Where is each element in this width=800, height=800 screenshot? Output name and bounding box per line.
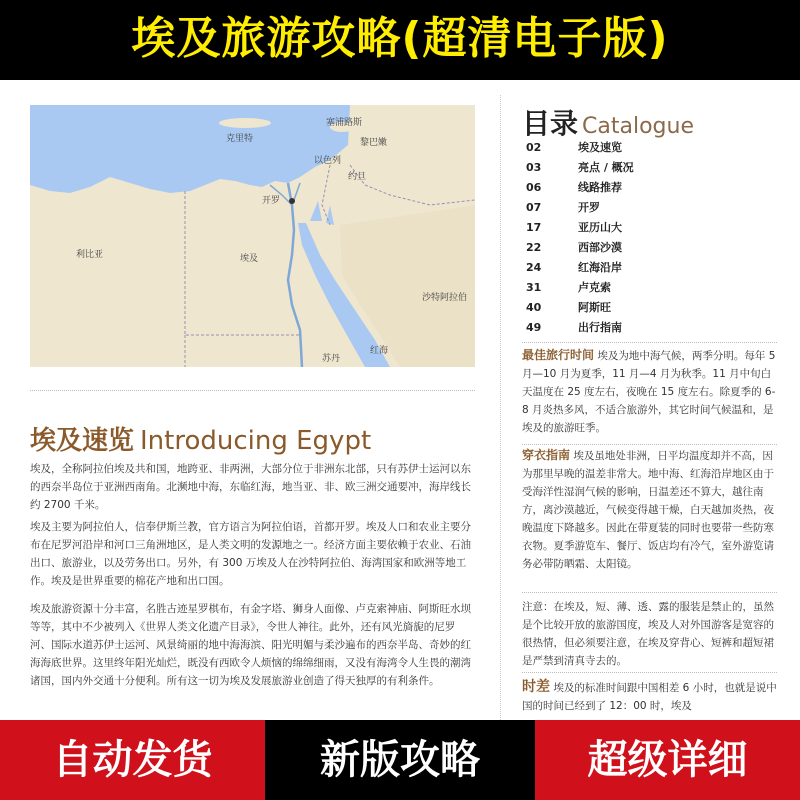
map-label-cyprus: 塞浦路斯 <box>326 118 363 128</box>
map-label-lebanon: 黎巴嫩 <box>360 138 388 148</box>
intro-paragraph-1: 埃及，全称阿拉伯埃及共和国，地跨亚、非两洲，大部分位于非洲东北部，只有苏伊士运河以东的西奈半岛位于亚洲西南角。北濒地中海，东临红海，地当亚、非、欧三洲交通要冲，海岸线长约 2700 千米。 <box>30 463 471 511</box>
map-label-crete: 克里特 <box>226 134 254 144</box>
toc-item[interactable] <box>526 258 776 278</box>
toc-item-label: 卢克索 <box>578 281 611 294</box>
toc-item[interactable] <box>526 198 776 218</box>
column-separator <box>500 95 501 720</box>
intro-paragraph-2: 埃及主要为阿拉伯人，信奉伊斯兰教，官方语言为阿拉伯语，首都开罗。埃及人口和农业主要分布在尼罗河沿岸和河口三角洲地区，是人类文明的发源地之一。经济方面主要依赖于农业、石油出口、旅游业，以及劳务出口。另外，有 300 万埃及人在沙特阿拉伯、海湾国家和欧洲等地工作。埃及是世界重要的棉花产地和出口国。 <box>30 521 471 587</box>
info-divider-2 <box>522 592 777 593</box>
toc-item-label: 红海沿岸 <box>578 261 622 274</box>
info-divider-3 <box>522 672 777 673</box>
toc-item[interactable] <box>526 138 776 158</box>
toc-page-number: 24 <box>526 261 542 274</box>
map-label-red-sea: 红海 <box>370 346 389 356</box>
intro-heading-en: Introducing Egypt <box>140 426 372 456</box>
toc-heading <box>522 102 694 142</box>
map-label-saudi: 沙特阿拉伯 <box>422 293 468 303</box>
dress-heading: 穿衣指南 <box>522 448 571 462</box>
map-label-israel: 以色列 <box>314 156 342 166</box>
toc-item-label: 亮点 / 概况 <box>578 161 634 174</box>
toc-page-number: 17 <box>526 221 542 234</box>
map-label-egypt: 埃及 <box>240 254 259 264</box>
toc-page-number: 31 <box>526 281 542 294</box>
toc-page-number: 03 <box>526 161 542 174</box>
toc-page-number: 02 <box>526 141 542 154</box>
bottom-banner <box>0 720 800 800</box>
map-label-sudan: 苏丹 <box>322 354 341 364</box>
map-graphic <box>30 105 475 367</box>
time-heading: 时差 <box>522 679 550 695</box>
map-label-jordan: 约旦 <box>348 172 367 182</box>
toc-item[interactable] <box>526 178 776 198</box>
toc-item-label: 出行指南 <box>578 321 622 334</box>
toc-heading-en: Catalogue <box>582 114 694 139</box>
egypt-map <box>30 105 475 367</box>
best-time-block <box>522 346 777 437</box>
toc-page-number: 40 <box>526 301 542 314</box>
map-label-libya: 利比亚 <box>76 250 104 260</box>
toc-page-number: 06 <box>526 181 542 194</box>
toc-divider <box>522 342 777 343</box>
toc-heading-zh: 目录 <box>522 107 579 140</box>
toc-item-label: 开罗 <box>578 201 600 214</box>
time-block <box>522 678 777 715</box>
toc-list <box>526 138 776 338</box>
toc-item-label: 线路推荐 <box>578 181 622 194</box>
time-body: 埃及的标准时间跟中国相差 6 小时，也就是说中国的时间已经到了 12：00 时，埃及 <box>522 682 777 712</box>
toc-item[interactable] <box>526 318 776 338</box>
super-detailed-badge: 超级详细 <box>535 720 800 800</box>
auto-delivery-badge: 自动发货 <box>0 720 265 800</box>
toc-item[interactable] <box>526 218 776 238</box>
toc-item[interactable] <box>526 238 776 258</box>
toc-item-label: 阿斯旺 <box>578 301 611 314</box>
info-divider-1 <box>522 444 777 445</box>
toc-item[interactable] <box>526 158 776 178</box>
new-edition-badge: 新版攻略 <box>265 720 535 800</box>
intro-heading <box>30 420 371 457</box>
toc-page-number: 22 <box>526 241 542 254</box>
dress-body: 埃及虽地处非洲，日平均温度却并不高，因为那里早晚的温差非常大。地中海、红海沿岸地区由于受海洋性湿润气候的影响，日温差还不算大，越往南方，离沙漠越近，气候变得越干燥，白天越加炎热，夜晚温度下降越多。因此在带夏装的同时也要带一些防寒衣物。夏季游览车、餐厅、饭店均有冷气，室外游览请务必带防晒霜、太阳镜。 <box>522 450 774 570</box>
intro-heading-zh: 埃及速览 <box>30 426 135 456</box>
note-block: 注意：在埃及，短、薄、透、露的服装是禁止的，虽然是个比较开放的旅游国度，埃及人对外国游客是宽容的很热情，但必须要注意，在埃及穿背心、短裤和超短裙是严禁到清真寺去的。 <box>522 601 774 667</box>
toc-page-number: 07 <box>526 201 542 214</box>
banner-title: 埃及旅游攻略(超清电子版) <box>131 13 669 64</box>
toc-item-label: 埃及速览 <box>578 141 622 154</box>
best-time-heading: 最佳旅行时间 <box>522 348 595 362</box>
intro-paragraph-3: 埃及旅游资源十分丰富，名胜古迹星罗棋布，有金字塔、狮身人面像、卢克索神庙、阿斯旺水坝等等，其中不少被列入《世界人类文化遗产目录》，令世人神往。此外，还有风光旖旎的尼罗河、国际水道苏伊士运河、风景绮丽的地中海海滨、阳光明媚与柔沙遍布的西奈半岛、奇妙的红海海底世界。这里终年阳光灿烂，既没有西欧令人烦恼的绵绵细雨，又没有海湾令人生畏的潮湾诸国，国内外交通十分便利。所有这一切为埃及发展旅游业创造了得天独厚的有利条件。 <box>30 603 471 687</box>
toc-page-number: 49 <box>526 321 542 334</box>
toc-item-label: 亚历山大 <box>578 221 622 234</box>
toc-item[interactable] <box>526 298 776 318</box>
section-divider <box>30 390 475 391</box>
toc-item-label: 西部沙漠 <box>578 241 622 254</box>
map-label-cairo: 开罗 <box>262 196 281 206</box>
dress-block <box>522 446 777 573</box>
best-time-body: 埃及为地中海气候，两季分明。每年 5 月—10 月为夏季，11 月—4 月为秋季。11 月中旬白天温度在 25 度左右，夜晚在 15 度左右。除夏季的 6-8 月炎热多风，不适合旅游外，其它时间气候温和，是埃及的旅游旺季。 <box>522 350 776 434</box>
toc-item[interactable] <box>526 278 776 298</box>
guide-page <box>0 80 800 720</box>
top-banner <box>0 0 800 80</box>
